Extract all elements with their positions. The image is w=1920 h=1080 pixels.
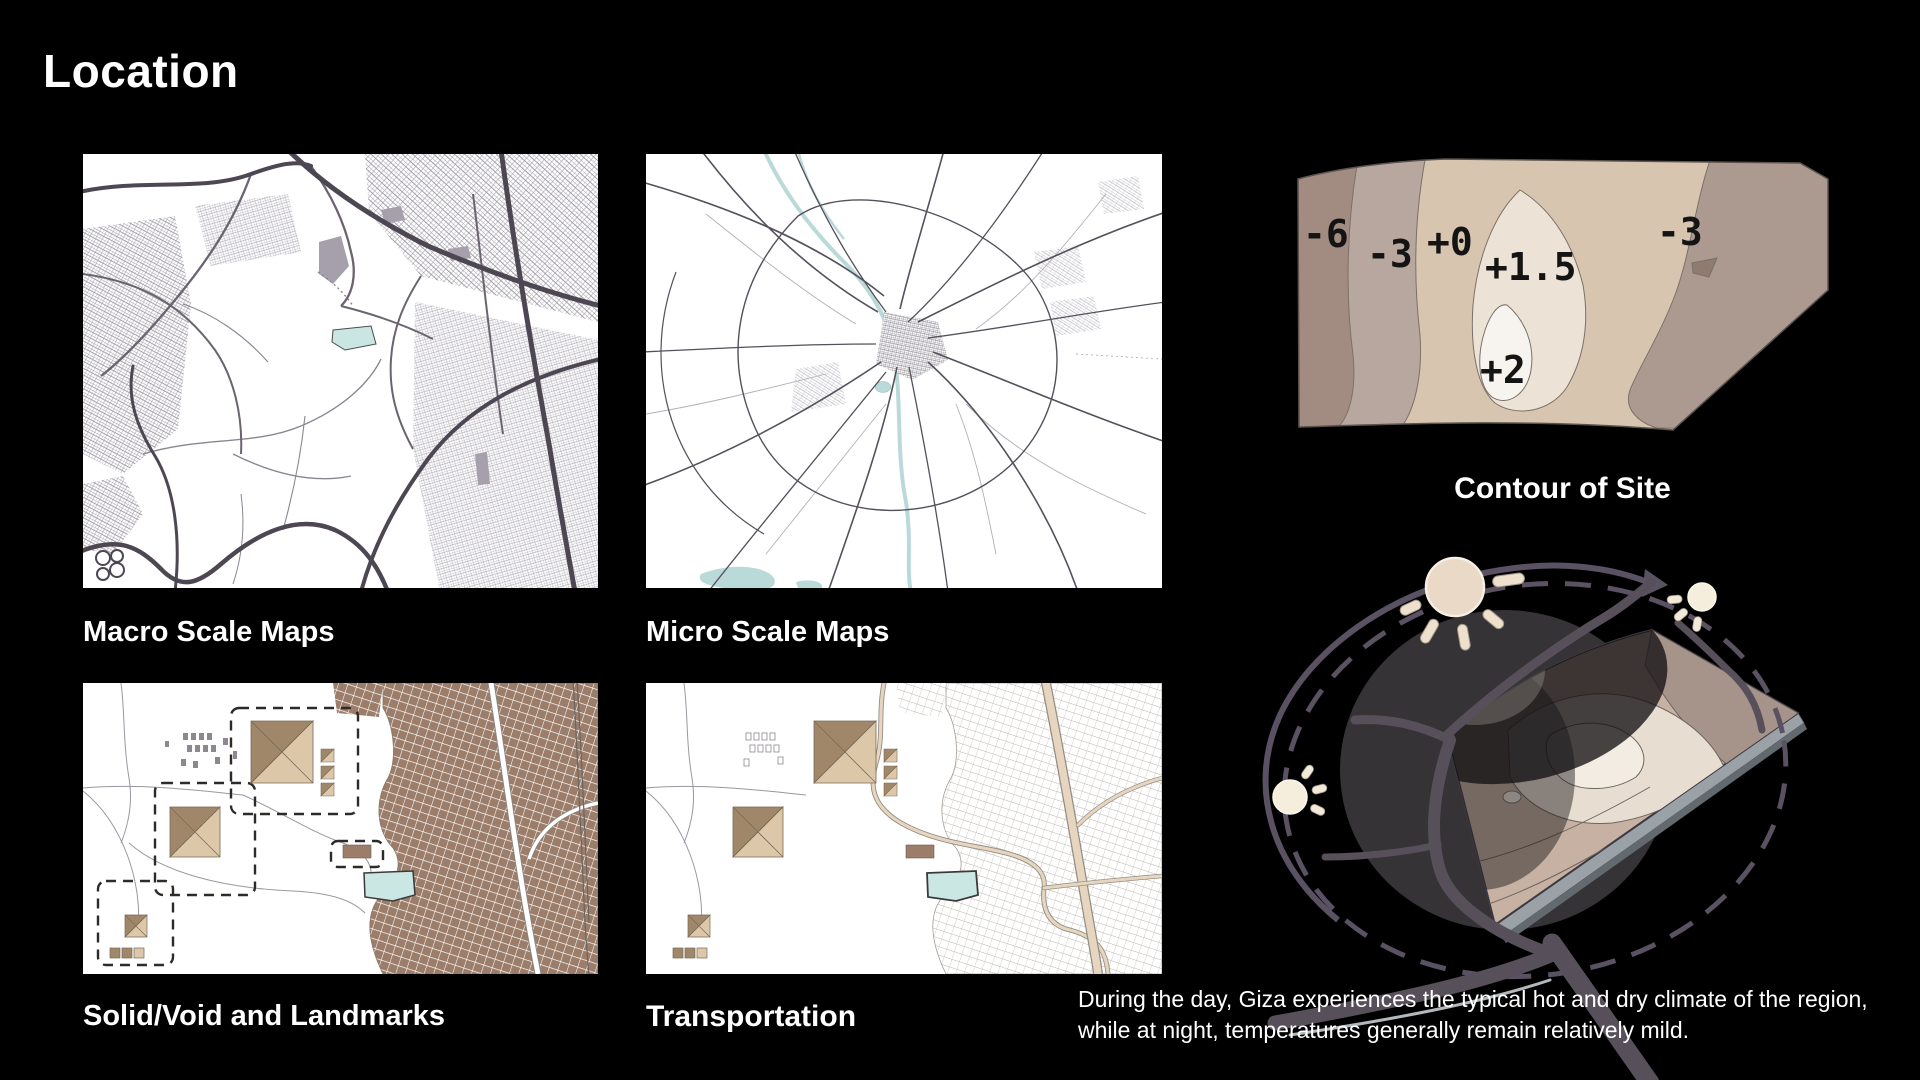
caption-contour: Contour of Site (1454, 472, 1671, 505)
svg-text:-3: -3 (1657, 210, 1703, 254)
great-pyramid (814, 721, 876, 783)
caption-macro: Macro Scale Maps (83, 616, 335, 648)
contour-map (1295, 155, 1830, 433)
transportation-site-polygon (927, 871, 978, 901)
svg-text:-6: -6 (1303, 212, 1349, 256)
solidvoid-map (83, 683, 598, 974)
svg-text:-3: -3 (1367, 232, 1413, 276)
solidvoid-site-polygon (364, 871, 415, 901)
svg-text:+2: +2 (1480, 348, 1526, 392)
climate-note (1078, 984, 1868, 1046)
svg-text:+1.5: +1.5 (1485, 245, 1577, 289)
contour-bands (1295, 155, 1830, 433)
queens-pyramids (884, 749, 897, 796)
caption-solidvoid: Solid/Void and Landmarks (83, 1000, 446, 1032)
landmark-block (343, 845, 371, 858)
landmark-block (906, 845, 934, 858)
micro-scale-map (646, 154, 1162, 588)
great-pyramid (251, 721, 313, 783)
macro-scale-map (83, 154, 598, 588)
page-title: Location (43, 45, 239, 97)
sun-icon-west (1273, 764, 1328, 817)
svg-text:+0: +0 (1427, 220, 1473, 264)
climate-line-2: while at night, temperatures generally remain relatively mild. (1078, 1017, 1690, 1043)
climate-line-1: During the day, Giza experiences the typical hot and dry climate of the region, (1078, 986, 1868, 1012)
caption-micro: Micro Scale Maps (646, 616, 890, 648)
queens-pyramids (321, 749, 334, 796)
caption-transportation: Transportation (646, 1000, 857, 1033)
khafre-pyramid (733, 807, 783, 857)
transportation-map (646, 683, 1162, 974)
khafre-pyramid (170, 807, 220, 857)
